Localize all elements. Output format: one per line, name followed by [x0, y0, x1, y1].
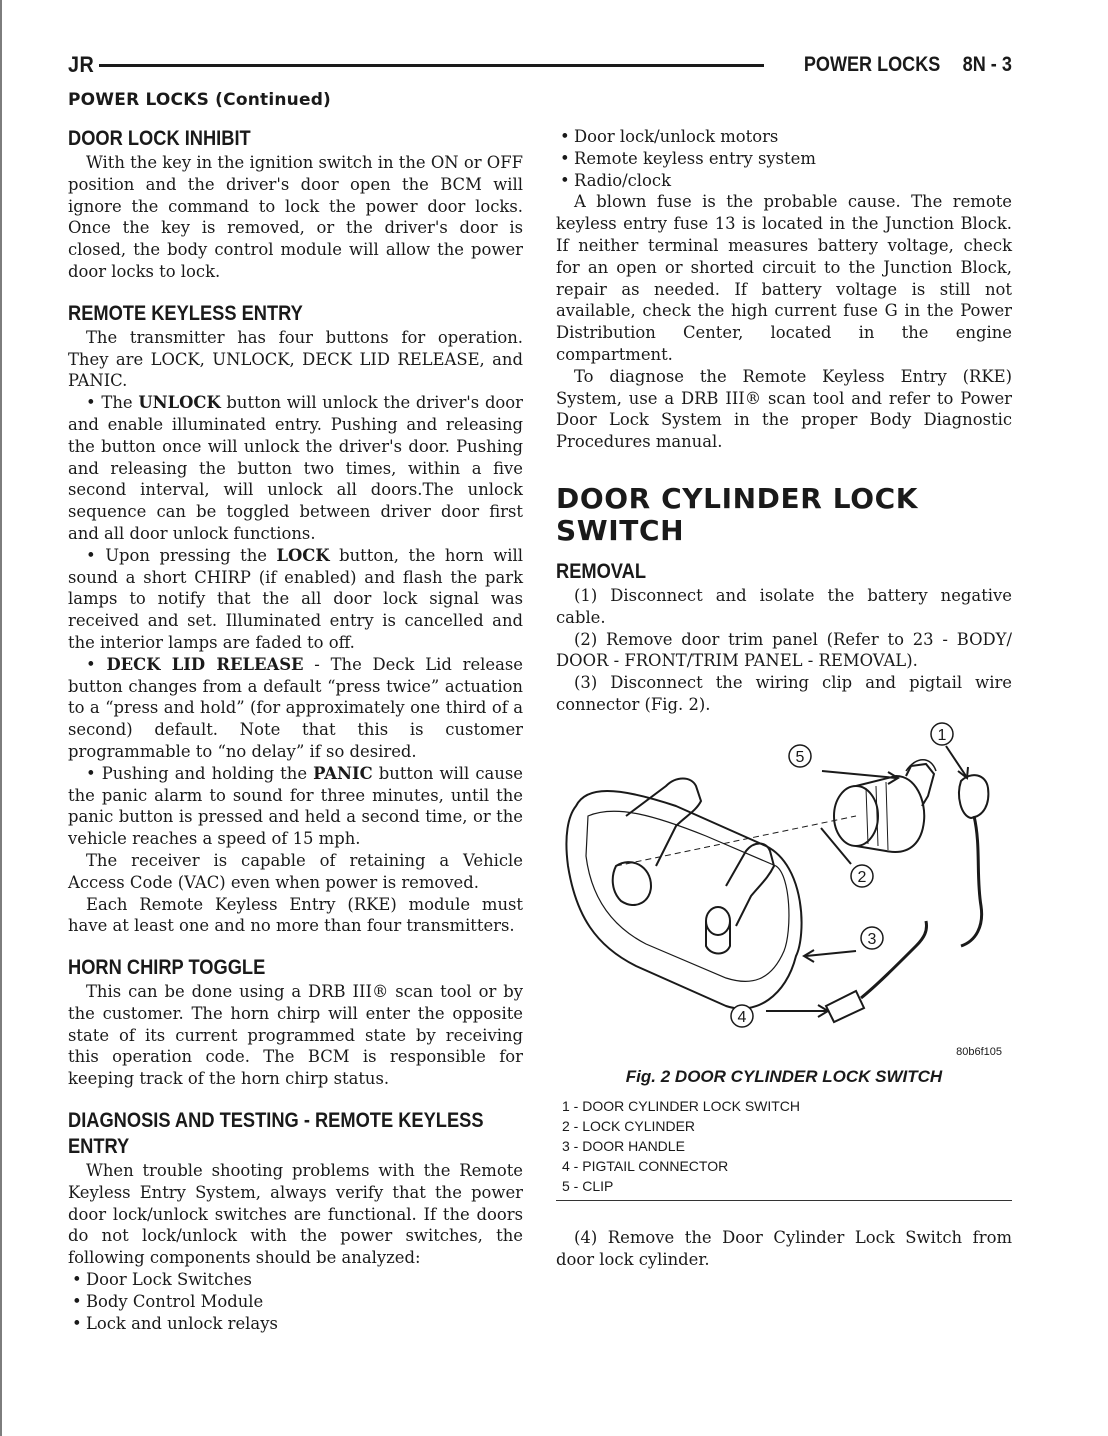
legend-item: 2 - LOCK CYLINDER [562, 1117, 696, 1134]
list-item: • Door Lock Switches [68, 1269, 523, 1291]
removal-step-3: (3) Disconnect the wiring clip and pigtail wire connector (Fig. 2). [556, 673, 1012, 714]
door-lock-inhibit-text: With the key in the ignition switch in the ON or OFF position and the driver's door open the BCM will ignore the command to lock the power door locks. Once the key is removed, or the driver's door is closed, the body control module will allow the power door locks to lock. [68, 153, 523, 281]
removal-step-2: (2) Remove door trim panel (Refer to 23 - BODY/ DOOR - FRONT/TRIM PANEL - REMOVAL). [556, 629, 1012, 671]
figure-caption: Fig. 2 DOOR CYLINDER LOCK SWITCH [625, 1066, 943, 1086]
door-lock-inhibit-heading: DOOR LOCK INHIBIT [68, 127, 251, 150]
rke-modules-text: Each Remote Keyless Entry (RKE) module must have at least one and no more than four transmitters. [68, 894, 523, 936]
header-title-group [804, 53, 1012, 77]
component-list-part-1 [68, 1269, 523, 1334]
list-item: • Remote keyless entry system [556, 148, 1012, 170]
right-column [556, 126, 1012, 1270]
rke-receiver-text: The receiver is capable of retaining a Vehicle Access Code (VAC) even when power is removed. [68, 850, 523, 892]
legend-item: 3 - DOOR HANDLE [562, 1137, 685, 1154]
left-column [68, 126, 523, 1334]
list-item: • Lock and unlock relays [68, 1313, 523, 1335]
callout-1: 1 [937, 726, 947, 744]
horn-chirp-toggle-heading: HORN CHIRP TOGGLE [68, 956, 266, 980]
legend-item: 4 - PIGTAIL CONNECTOR [562, 1157, 729, 1174]
callout-5: 5 [795, 748, 805, 766]
callout-2: 2 [857, 868, 867, 886]
header-rule [99, 64, 764, 67]
list-item: • Door lock/unlock motors [556, 126, 1012, 148]
legend-item: 1 - DOOR CYLINDER LOCK SWITCH [562, 1097, 801, 1114]
horn-chirp-toggle-text: This can be done using a DRB III® scan tool or by the customer. The horn chirp will enter the opposite state of its current programmed state by receiving this operation code. The BCM is responsible for keeping track of the horn chirp status. [68, 982, 523, 1089]
rke-diagnose-text: To diagnose the Remote Keyless Entry (RKE) System, use a DRB III® scan tool and refer to Power Door Lock System in the proper Body Diagnostic Procedures manual. [556, 366, 1012, 452]
door-handle-shape [566, 791, 801, 1009]
legend-item: 5 - CLIP [562, 1177, 614, 1194]
page-edge-line [0, 0, 2, 1436]
diagnosis-text: When trouble shooting problems with the Remote Keyless Entry System, always verify that the power door lock/unlock switches are functional. If the doors do not lock/unlock with the power switches, the following components should be analyzed: [68, 1161, 523, 1268]
diagnosis-heading: DIAGNOSIS AND TESTING - REMOTE KEYLESS ENTRY [68, 1109, 484, 1159]
lock-switch-shape [959, 775, 988, 818]
page-header [68, 50, 1012, 80]
figure-2-illustration [556, 716, 1012, 1066]
rke-intro-text: The transmitter has four buttons for operation. They are LOCK, UNLOCK, DECK LID RELEASE, and PANIC. [68, 327, 523, 391]
callout-4: 4 [737, 1008, 747, 1026]
removal-step-1: (1) Disconnect and isolate the battery negative cable. [556, 585, 1012, 627]
list-item: • Radio/clock [556, 170, 1012, 192]
removal-heading: REMOVAL [556, 559, 647, 583]
rke-deck-lid-bullet: • DECK LID RELEASE - The Deck Lid release button changes from a default “press twice” actuation to a “press and hold” (for approximately one third of a second) default. Note that this is customer programmable to “no delay” if so desired. [68, 654, 523, 761]
pigtail-connector-shape [826, 991, 864, 1022]
figure-code: 80b6f105 [956, 1045, 1002, 1058]
header-model-code: JR [68, 52, 95, 77]
blown-fuse-text: A blown fuse is the probable cause. The remote keyless entry fuse 13 is located in the Junction Block. If neither terminal measures battery voltage, check for an open or shorted circuit to the Junction Block, repair as needed. If battery voltage is still not available, check the high current fuse G in the Power Distribution Center, located in the engine compartment. [556, 192, 1012, 364]
continued-heading: POWER LOCKS (Continued) [68, 90, 332, 110]
list-item: • Body Control Module [68, 1291, 523, 1313]
component-list-part-2 [556, 126, 1012, 191]
rke-lock-bullet: • Upon pressing the LOCK button, the horn will sound a short CHIRP (if enabled) and flash the park lamps to notify that the all door lock signal was received and set. Illuminated entry is cancelled and the interior lamps are faded to off. [68, 545, 523, 652]
callout-3: 3 [867, 930, 877, 948]
rke-unlock-bullet: • The UNLOCK button will unlock the driver's door and enable illuminated entry. Pushing and releasing the button once will unlock the driver's door. Pushing and releasing the button two times, within a five second interval, will unlock all doors.The unlock sequence can be toggled between driver door first and all door unlock functions. [68, 393, 524, 543]
door-cylinder-drawing [556, 716, 1012, 1066]
remote-keyless-entry-heading: REMOTE KEYLESS ENTRY [68, 301, 303, 325]
rke-panic-bullet: • Pushing and holding the PANIC button will cause the panic alarm to sound for three minutes, until the panic button is pressed and held a second time, or the vehicle reaches a speed of 15 mph. [68, 763, 523, 849]
door-cylinder-lock-switch-title: DOOR CYLINDER LOCK SWITCH [556, 481, 919, 547]
header-section-title: POWER LOCKS [804, 53, 941, 76]
removal-step-4: (4) Remove the Door Cylinder Lock Switch from door lock cylinder. [556, 1227, 1012, 1269]
header-page-number: 8N - 3 [962, 53, 1012, 76]
figure-legend [556, 1096, 1012, 1196]
